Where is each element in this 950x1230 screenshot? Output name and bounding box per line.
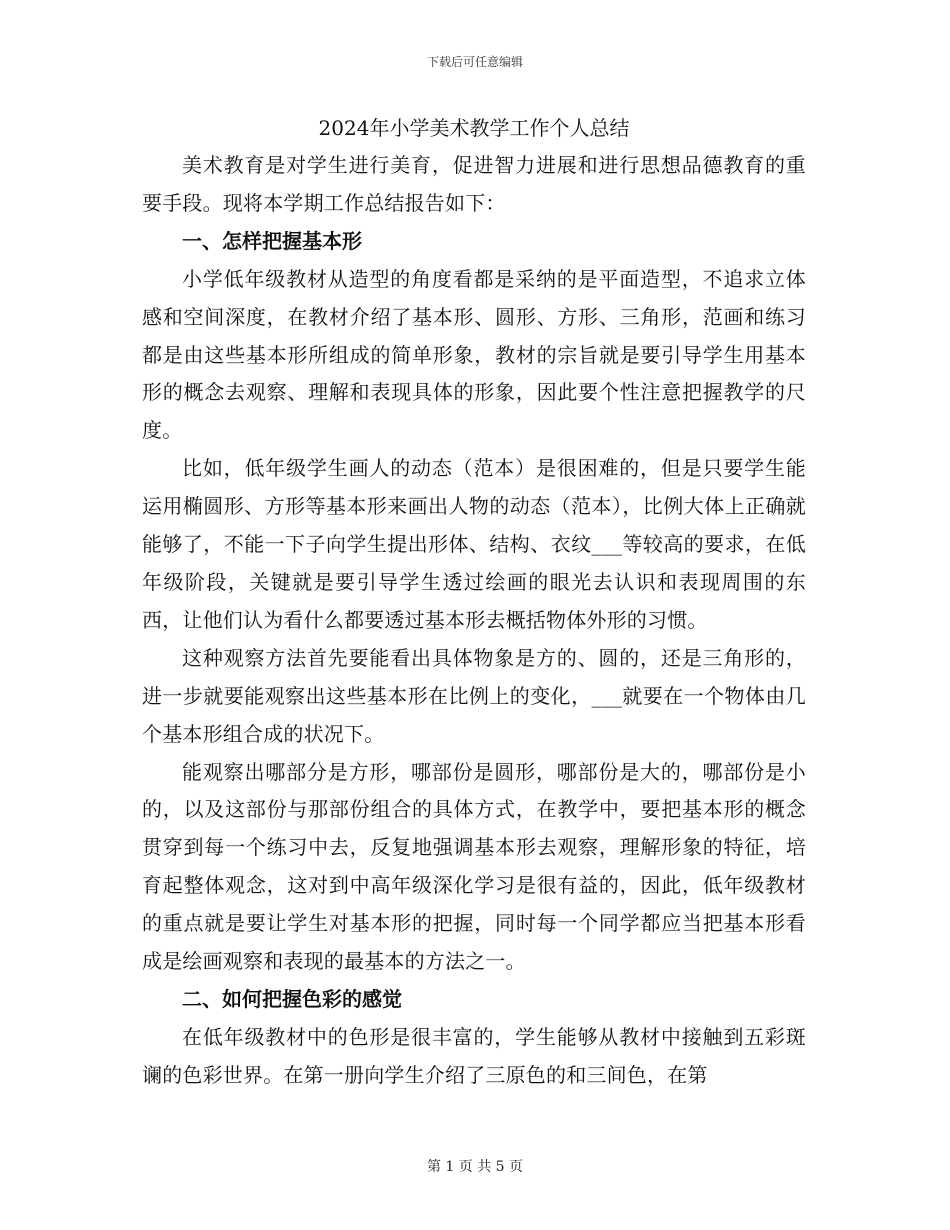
paragraph: 在低年级教材中的色形是很丰富的，学生能够从教材中接触到五彩斑谰的色彩世界。在第一册向学生介绍了三原色的和三间色，在第 <box>142 1024 806 1087</box>
document-title: 2024年小学美术教学工作个人总结 <box>318 116 630 140</box>
page-number: 第 1 页 共 5 页 <box>426 1159 524 1175</box>
intro-paragraph: 美术教育是对学生进行美育，促进智力进展和进行思想品德教育的重要手段。现将本学期工作总结报告如下： <box>142 153 806 215</box>
section-heading-basic-shapes: 一、怎样把握基本形 <box>182 228 362 253</box>
header-note: 下载后可任意编辑 <box>426 55 523 69</box>
paragraph: 能观察出哪部分是方形，哪部份是圆形，哪部份是大的，哪部份是小的，以及这部份与那部份组合的具体方式，在教学中，要把基本形的概念贯穿到每一个练习中去，反复地强调基本形去观察，理解形象的特征，培育起整体观念，这对到中高年级深化学习是很有益的，因此，低年级教材的重点就是要让学生对基本形的把握，同时每一个同学都应当把基本形看成是绘画观察和表现的最基本的方法之一。 <box>142 759 806 974</box>
paragraph: 这种观察方法首先要能看出具体物象是方的、圆的，还是三角形的，进一步就要能观察出这些基本形在比例上的变化，___就要在一个物体由几个基本形组合成的状况下。 <box>142 645 806 746</box>
paragraph: 比如，低年级学生画人的动态（范本）是很困难的，但是只要学生能运用椭圆形、方形等基本形来画出人物的动态（范本），比例大体上正确就能够了，不能一下子向学生提出形体、结构、衣纹___等较高的要求，在低年级阶段，关键就是要引导学生透过绘画的眼光去认识和表现周围的东西，让他们认为看什么都要透过基本形去概括物体外形的习惯。 <box>142 456 806 632</box>
document-body <box>142 110 806 1095</box>
section-heading-color: 二、如何把握色彩的感觉 <box>182 986 402 1011</box>
paragraph: 小学低年级教材从造型的角度看都是采纳的是平面造型，不追求立体感和空间深度，在教材介绍了基本形、圆形、方形、三角形，范画和练习都是由这些基本形所组成的简单形象，教材的宗旨就是要引导学生用基本形的概念去观察、理解和表现具体的形象，因此要个性注意把握教学的尺度。 <box>142 266 806 443</box>
